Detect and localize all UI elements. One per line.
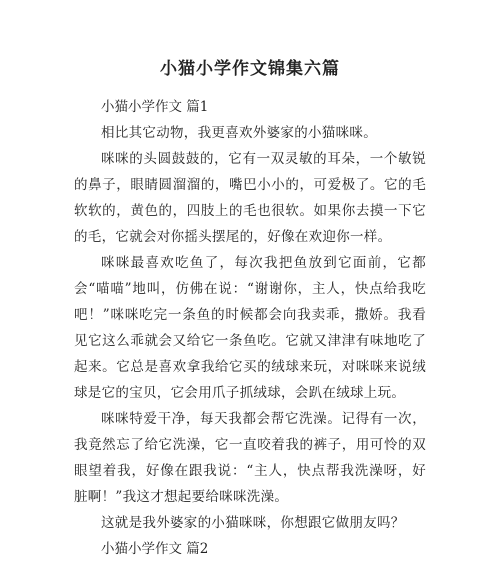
paragraph: 咪咪特爱干净，每天我都会帮它洗澡。记得有一次，我竟然忘了给它洗澡，它一直咬着我的裤子，用可怜的双眼望着我，好像在跟我说：“主人，快点帮我洗澡呀，好脏啊！”我这才想起要给咪咪洗澡。: [74, 411, 426, 505]
paragraph: 咪咪的头圆鼓鼓的，它有一双灵敏的耳朵，一个敏锐的鼻子，眼睛圆溜溜的，嘴巴小小的，可爱极了。它的毛软软的，黄色的，四肢上的毛也很软。如果你去摸一下它的毛，它就会对你摇头摆尾的，好像在欢迎你一样。: [74, 151, 426, 245]
paragraph: 相比其它动物，我更喜欢外婆家的小猫咪咪。: [101, 125, 377, 141]
document-title: 小猫小学作文锦集六篇: [160, 59, 340, 79]
paragraph: 这就是我外婆家的小猫咪咪，你想跟它做朋友吗？: [101, 515, 405, 531]
paragraph: 咪咪最喜欢吃鱼了，每次我把鱼放到它面前，它都会“喵喵”地叫，仿佛在说：“谢谢你，主人，快点给我吃吧！”咪咪吃完一条鱼的时候都会向我卖乖，撒娇。我看见它这么乖就会又给它一条鱼吃。它就又津津有味地吃了起来。它总是喜欢拿我给它买的绒球来玩，对咪咪来说绒球是它的宝贝，它会用爪子抓绒球，会趴在绒球上玩。: [74, 255, 426, 401]
section-heading-2: 小猫小学作文 篇2: [101, 541, 209, 557]
section-heading-1: 小猫小学作文 篇1: [101, 99, 209, 115]
